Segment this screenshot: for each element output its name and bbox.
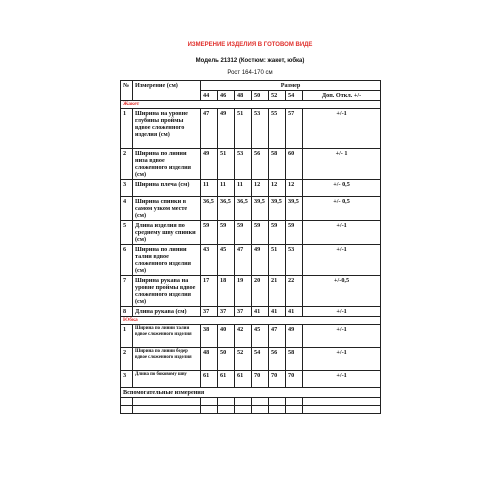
size-value: 41 bbox=[286, 307, 303, 317]
measurement-name: Длина по боковому шву bbox=[133, 371, 201, 388]
document-title: ИЗМЕРЕНИЕ ИЗДЕЛИЯ В ГОТОВОМ ВИДЕ bbox=[187, 42, 313, 48]
empty-cell bbox=[252, 406, 269, 414]
header-row-1 bbox=[121, 81, 381, 91]
size-value: 58 bbox=[269, 149, 286, 180]
tolerance-value: +/- 1 bbox=[303, 149, 381, 180]
size-value: 61 bbox=[235, 371, 252, 388]
tolerance-value: +/-1 bbox=[303, 348, 381, 371]
header-measurement: Измерение (см) bbox=[133, 81, 201, 101]
row-number: 8 bbox=[121, 307, 133, 317]
size-value: 11 bbox=[218, 180, 235, 197]
size-value: 45 bbox=[252, 325, 269, 348]
size-value: 54 bbox=[252, 348, 269, 371]
size-value: 70 bbox=[252, 371, 269, 388]
empty-cell bbox=[286, 406, 303, 414]
size-value: 51 bbox=[218, 149, 235, 180]
size-value: 11 bbox=[201, 180, 218, 197]
size-value: 52 bbox=[235, 348, 252, 371]
size-value: 36,5 bbox=[235, 197, 252, 221]
size-value: 57 bbox=[286, 109, 303, 149]
empty-cell bbox=[269, 406, 286, 414]
size-value: 59 bbox=[286, 221, 303, 245]
tolerance-value: +/-1 bbox=[303, 109, 381, 149]
empty-cell bbox=[235, 398, 252, 406]
size-value: 49 bbox=[218, 109, 235, 149]
size-value: 38 bbox=[201, 325, 218, 348]
empty-cell bbox=[133, 406, 201, 414]
size-value: 11 bbox=[235, 180, 252, 197]
size-value: 39,5 bbox=[286, 197, 303, 221]
size-value: 51 bbox=[235, 109, 252, 149]
table-row bbox=[121, 245, 381, 276]
header-size-46: 46 bbox=[218, 91, 235, 101]
table-row bbox=[121, 371, 381, 388]
size-value: 56 bbox=[269, 348, 286, 371]
tolerance-value: +/- 0,5 bbox=[303, 197, 381, 221]
empty-cell bbox=[252, 398, 269, 406]
size-value: 70 bbox=[269, 371, 286, 388]
size-value: 59 bbox=[269, 221, 286, 245]
size-value: 47 bbox=[269, 325, 286, 348]
size-value: 49 bbox=[286, 325, 303, 348]
empty-cell bbox=[133, 398, 201, 406]
size-value: 37 bbox=[235, 307, 252, 317]
measurement-name: Ширина на уровне глубины проймы вдвое сложенного изделия (см) bbox=[133, 109, 201, 149]
size-value: 53 bbox=[235, 149, 252, 180]
aux-measurements-label: Вспомогательные измерения bbox=[121, 388, 381, 398]
size-value: 51 bbox=[269, 245, 286, 276]
aux-row bbox=[121, 388, 381, 398]
measurement-name: Ширина по линии низа вдвое сложенного изделия (см) bbox=[133, 149, 201, 180]
measurement-name: Длина рукава (см) bbox=[133, 307, 201, 317]
size-value: 12 bbox=[252, 180, 269, 197]
row-number: 4 bbox=[121, 197, 133, 221]
table-row bbox=[121, 348, 381, 371]
empty-cell bbox=[269, 398, 286, 406]
size-value: 61 bbox=[201, 371, 218, 388]
size-value: 18 bbox=[218, 276, 235, 307]
header-tolerance: Доп. Откл. +/- bbox=[303, 91, 381, 101]
size-value: 21 bbox=[269, 276, 286, 307]
height-line: Рост 164-170 см bbox=[227, 70, 273, 76]
measurement-name: Ширина по линии талии вдвое сложенного изделия bbox=[133, 325, 201, 348]
size-value: 56 bbox=[252, 149, 269, 180]
skirt-section-label: Юбка bbox=[121, 317, 381, 325]
size-value: 19 bbox=[235, 276, 252, 307]
empty-cell bbox=[218, 398, 235, 406]
size-value: 50 bbox=[218, 348, 235, 371]
table-row bbox=[121, 197, 381, 221]
measurement-name: Ширина по линии талии вдвое сложенного изделия (см) bbox=[133, 245, 201, 276]
table-row bbox=[121, 149, 381, 180]
measurement-name: Ширина по линии бедер вдвое сложенного изделия bbox=[133, 348, 201, 371]
header-size: Размер bbox=[201, 81, 381, 91]
size-value: 22 bbox=[286, 276, 303, 307]
model-line: Модель 21312 (Костюм: жакет, юбка) bbox=[195, 58, 305, 64]
size-value: 53 bbox=[252, 109, 269, 149]
header-no: № bbox=[121, 81, 133, 101]
row-number: 1 bbox=[121, 109, 133, 149]
row-number: 5 bbox=[121, 221, 133, 245]
row-number: 2 bbox=[121, 348, 133, 371]
size-value: 43 bbox=[201, 245, 218, 276]
empty-row bbox=[121, 398, 381, 406]
table-row bbox=[121, 109, 381, 149]
tolerance-value: +/-1 bbox=[303, 307, 381, 317]
empty-row bbox=[121, 406, 381, 414]
jacket-section-row bbox=[121, 101, 381, 109]
size-value: 41 bbox=[269, 307, 286, 317]
tolerance-value: +/-1 bbox=[303, 221, 381, 245]
size-value: 37 bbox=[201, 307, 218, 317]
row-number: 3 bbox=[121, 371, 133, 388]
size-value: 59 bbox=[252, 221, 269, 245]
size-value: 20 bbox=[252, 276, 269, 307]
table-row bbox=[121, 276, 381, 307]
row-number: 1 bbox=[121, 325, 133, 348]
empty-cell bbox=[201, 406, 218, 414]
size-value: 53 bbox=[286, 245, 303, 276]
header-size-52: 52 bbox=[269, 91, 286, 101]
size-value: 49 bbox=[252, 245, 269, 276]
measurement-name: Длина изделия по среднему шву спинки (см) bbox=[133, 221, 201, 245]
empty-cell bbox=[218, 406, 235, 414]
size-value: 48 bbox=[201, 348, 218, 371]
table-row bbox=[121, 325, 381, 348]
tolerance-value: +/- 0,5 bbox=[303, 180, 381, 197]
measurement-name: Ширина спинки в самом узком месте (см) bbox=[133, 197, 201, 221]
size-value: 60 bbox=[286, 149, 303, 180]
measurement-name: Ширина рукава на уровне проймы вдвое сложенного изделия (см) bbox=[133, 276, 201, 307]
empty-cell bbox=[235, 406, 252, 414]
empty-cell bbox=[303, 406, 381, 414]
table-row bbox=[121, 307, 381, 317]
size-value: 40 bbox=[218, 325, 235, 348]
header-size-48: 48 bbox=[235, 91, 252, 101]
header-size-54: 54 bbox=[286, 91, 303, 101]
size-value: 39,5 bbox=[252, 197, 269, 221]
empty-cell bbox=[121, 398, 133, 406]
size-value: 17 bbox=[201, 276, 218, 307]
empty-cell bbox=[121, 406, 133, 414]
size-value: 49 bbox=[201, 149, 218, 180]
row-number: 7 bbox=[121, 276, 133, 307]
size-value: 59 bbox=[235, 221, 252, 245]
header-size-44: 44 bbox=[201, 91, 218, 101]
skirt-section-row bbox=[121, 317, 381, 325]
empty-cell bbox=[286, 398, 303, 406]
size-value: 70 bbox=[286, 371, 303, 388]
size-value: 45 bbox=[218, 245, 235, 276]
size-value: 59 bbox=[218, 221, 235, 245]
measurement-name: Ширина плеча (см) bbox=[133, 180, 201, 197]
size-value: 47 bbox=[235, 245, 252, 276]
size-value: 59 bbox=[201, 221, 218, 245]
empty-cell bbox=[201, 398, 218, 406]
empty-cell bbox=[303, 398, 381, 406]
size-value: 41 bbox=[252, 307, 269, 317]
size-value: 55 bbox=[269, 109, 286, 149]
header-size-50: 50 bbox=[252, 91, 269, 101]
size-value: 39,5 bbox=[269, 197, 286, 221]
tolerance-value: +/-1 bbox=[303, 371, 381, 388]
size-value: 36,5 bbox=[201, 197, 218, 221]
table-row bbox=[121, 221, 381, 245]
measurement-table bbox=[120, 80, 381, 414]
tolerance-value: +/-1 bbox=[303, 325, 381, 348]
size-value: 47 bbox=[201, 109, 218, 149]
table-row bbox=[121, 180, 381, 197]
tolerance-value: +/-1 bbox=[303, 245, 381, 276]
size-value: 12 bbox=[286, 180, 303, 197]
size-value: 61 bbox=[218, 371, 235, 388]
size-value: 37 bbox=[218, 307, 235, 317]
size-value: 12 bbox=[269, 180, 286, 197]
tolerance-value: +/-0,5 bbox=[303, 276, 381, 307]
size-value: 42 bbox=[235, 325, 252, 348]
jacket-section-label: Жакет bbox=[121, 101, 381, 109]
row-number: 2 bbox=[121, 149, 133, 180]
size-value: 58 bbox=[286, 348, 303, 371]
size-value: 36,5 bbox=[218, 197, 235, 221]
row-number: 3 bbox=[121, 180, 133, 197]
row-number: 6 bbox=[121, 245, 133, 276]
